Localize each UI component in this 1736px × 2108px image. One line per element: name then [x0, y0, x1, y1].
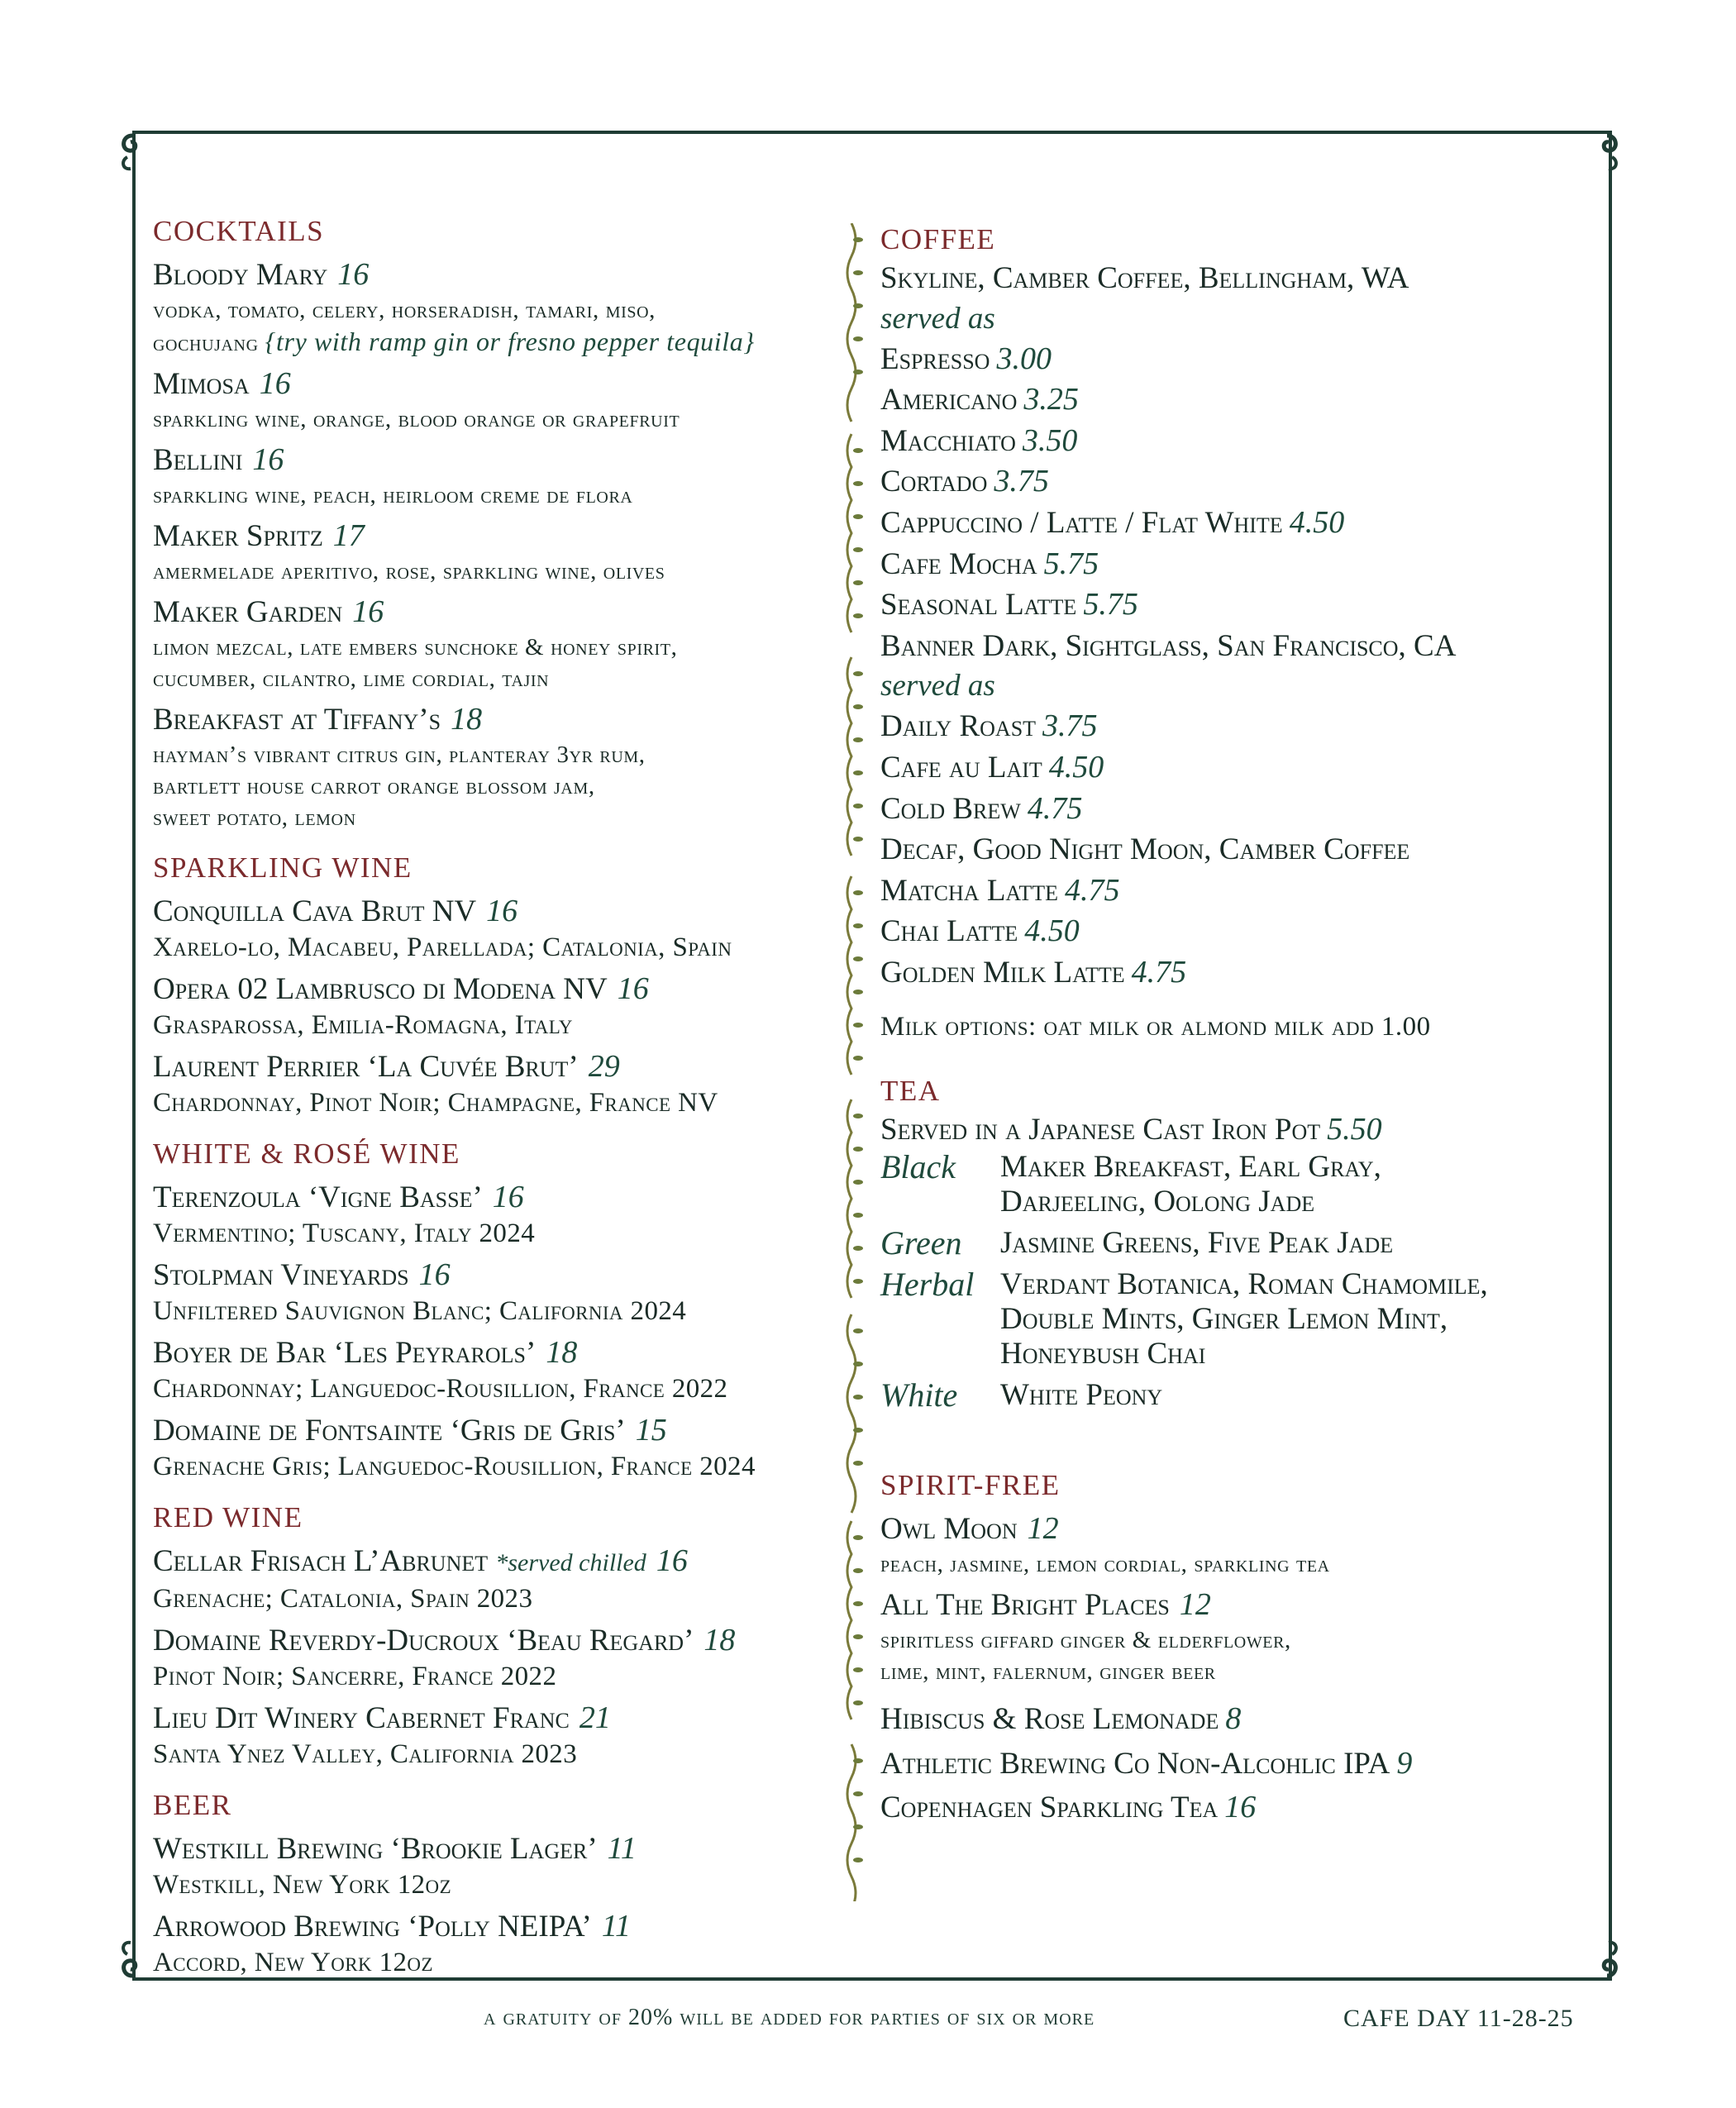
item-name: Maker Spritz: [153, 519, 323, 553]
item-note: {try with ramp gin or fresno pepper tequila}: [265, 327, 755, 356]
vine-stem: [847, 434, 851, 632]
menu-item: [153, 970, 839, 1042]
menu-item: [153, 441, 839, 511]
vine-leaf: [853, 1114, 863, 1118]
vine-leaf: [853, 1758, 863, 1763]
item-description: sparkling wine, peach, heirloom creme de flora: [153, 482, 633, 508]
item-detail: Santa Ynez Valley, California 2023: [153, 1739, 578, 1769]
item-price: 16: [337, 257, 370, 292]
menu-item: [880, 1586, 1591, 1687]
section-title-white-rose-wine: WHITE & ROSÉ WINE: [153, 1137, 460, 1170]
menu-item: [880, 706, 1591, 747]
menu-item: [880, 379, 1591, 421]
menu-item: [880, 461, 1591, 503]
item-price: 3.50: [1022, 422, 1078, 458]
served-as-label: served as: [880, 301, 995, 336]
vine-stem: [847, 1744, 856, 1901]
vine-stem: [847, 223, 856, 422]
item-price: 16: [252, 442, 284, 477]
menu-item: [880, 421, 1591, 462]
item-price: 11: [607, 1831, 637, 1866]
vine-stem: [847, 1521, 851, 1719]
right-column: [880, 222, 1591, 1829]
vine-stem: [847, 657, 851, 856]
menu-item: [153, 365, 839, 435]
vine-divider: [835, 223, 868, 1901]
item-description: lime, mint, falernum, ginger beer: [880, 1658, 1216, 1686]
tea-varieties: Verdant Botanica, Roman Chamomile,: [1000, 1267, 1488, 1302]
menu-item: [880, 870, 1591, 912]
item-name: Golden Milk Latte: [880, 955, 1125, 990]
item-detail: Chardonnay, Pinot Noir; Champagne, France NV: [153, 1088, 718, 1118]
item-description: peach, jasmine, lemon cordial, sparkling tea: [880, 1551, 1330, 1578]
item-price: 16: [418, 1257, 451, 1292]
item-price: 4.50: [1024, 913, 1080, 949]
item-name: Laurent Perrier ‘La Cuvée Brut’: [153, 1050, 579, 1084]
item-name: Copenhagen Sparkling Tea: [880, 1791, 1219, 1825]
item-description: gochujang: [153, 330, 259, 356]
vine-leaf: [853, 1213, 863, 1218]
item-description: amermelade aperitivo, rose, sparkling wine, olives: [153, 558, 665, 584]
item-name: Bloody Mary: [153, 258, 328, 292]
menu-item: [153, 1411, 839, 1483]
left-column: [153, 213, 839, 1979]
item-price: 4.75: [1064, 872, 1120, 908]
vine-stem: [847, 1099, 851, 1298]
item-name: Cold Brew: [880, 791, 1021, 826]
vine-leaf: [853, 1328, 863, 1333]
item-price: 9: [1396, 1745, 1413, 1781]
item-price: 4.75: [1131, 954, 1187, 990]
item-name: Maker Garden: [153, 595, 343, 629]
tea-type: Green: [880, 1224, 962, 1262]
vine-leaf: [853, 1023, 863, 1028]
item-name: Arrowood Brewing ‘Polly NEIPA’: [153, 1910, 592, 1943]
menu-item: [153, 255, 839, 359]
tea-row: [880, 1150, 1591, 1219]
item-price: 16: [486, 894, 518, 928]
coffee-origin: Banner Dark, Sightglass, San Francisco, CA: [880, 628, 1457, 663]
item-name: Opera 02 Lambrusco di Modena NV: [153, 972, 608, 1006]
item-price: 3.25: [1023, 382, 1079, 417]
tea-served-text: Served in a Japanese Cast Iron Pot: [880, 1112, 1321, 1147]
vine-leaf: [853, 956, 863, 961]
menu-item: [880, 747, 1591, 789]
vine-leaf: [853, 547, 863, 552]
item-price: 16: [352, 594, 384, 629]
vine-leaf: [853, 448, 863, 453]
menu-item: [880, 911, 1591, 952]
vine-stem: [847, 876, 851, 1075]
item-description: cucumber, cilantro, lime cordial, tajin: [153, 665, 550, 692]
vine-leaf: [853, 1056, 863, 1061]
menu-item: [153, 1621, 839, 1693]
vine-stem: [847, 1314, 856, 1513]
corner-flourish-top-right: [1571, 124, 1624, 177]
vine-leaf: [853, 1535, 863, 1540]
menu-date: CAFE DAY 11-28-25: [1343, 2005, 1574, 2032]
item-name: Cappuccino / Latte / Flat White: [880, 505, 1283, 540]
menu-item: [153, 1333, 839, 1405]
vine-leaf: [853, 1147, 863, 1152]
vine-leaf: [853, 737, 863, 742]
item-description: vodka, tomato, celery, horseradish, tamari, miso,: [153, 297, 656, 323]
item-name: Terenzoula ‘Vigne Basse’: [153, 1180, 483, 1214]
item-name: Seasonal Latte: [880, 588, 1077, 622]
menu-item: [880, 339, 1591, 380]
menu-item: [153, 1829, 839, 1901]
tea-type: Black: [880, 1148, 956, 1186]
item-price: 17: [332, 518, 365, 553]
tea-row: [880, 1267, 1591, 1371]
item-description: sparkling wine, orange, blood orange or grapefruit: [153, 406, 680, 432]
section-title-beer: BEER: [153, 1789, 232, 1821]
item-name: Daily Roast: [880, 709, 1037, 744]
item-price: 21: [579, 1700, 611, 1735]
item-price: 11: [601, 1909, 632, 1943]
section-title-sparkling-wine: SPARKLING WINE: [153, 851, 413, 884]
vine-leaf: [853, 923, 863, 928]
vine-leaf: [853, 270, 863, 275]
corner-flourish-top-left: [116, 124, 169, 177]
item-detail: Westkill, New York 12oz: [153, 1870, 452, 1900]
menu-item: [880, 1699, 1591, 1740]
vine-leaf: [853, 671, 863, 676]
item-price: 4.50: [1289, 504, 1345, 540]
item-detail: Accord, New York 12oz: [153, 1948, 433, 1977]
menu-item: [880, 952, 1591, 994]
vine-leaf: [853, 704, 863, 709]
vine-leaf: [853, 1858, 863, 1862]
vine-leaf: [853, 1667, 863, 1672]
menu-item: [153, 593, 839, 694]
item-name: Cortado: [880, 465, 988, 499]
section-title-coffee: COFFEE: [880, 223, 996, 255]
vine-leaf: [853, 1428, 863, 1433]
menu-item: [153, 1047, 839, 1119]
vine-leaf: [853, 514, 863, 519]
vine-leaf: [853, 1395, 863, 1400]
item-name: Domaine Reverdy-Ducroux ‘Beau Regard’: [153, 1624, 694, 1657]
vine-leaf: [853, 804, 863, 808]
vine-leaf: [853, 336, 863, 341]
item-price: 29: [588, 1049, 620, 1084]
item-price: 18: [451, 702, 483, 737]
vine-leaf: [853, 1824, 863, 1829]
item-name: Hibiscus & Rose Lemonade: [880, 1702, 1219, 1737]
item-description: limon mezcal, late embers sunchoke & honey spirit,: [153, 634, 678, 661]
menu-item: [880, 1743, 1591, 1785]
vine-leaf: [853, 1362, 863, 1366]
item-name: Cafe au Lait: [880, 750, 1042, 785]
item-name: Cellar Frisach L’Abrunet: [153, 1544, 489, 1578]
item-name: Stolpman Vineyards: [153, 1258, 409, 1292]
item-price: 3.00: [996, 341, 1052, 376]
section-title-red-wine: RED WINE: [153, 1501, 303, 1533]
item-price: 12: [1179, 1587, 1211, 1623]
item-name: Macchiato: [880, 423, 1016, 458]
vine-leaf: [853, 1279, 863, 1284]
menu-item: [153, 892, 839, 964]
item-price: 3.75: [1042, 708, 1098, 744]
tea-varieties: Jasmine Greens, Five Peak Jade: [1000, 1226, 1394, 1261]
item-name: Westkill Brewing ‘Brookie Lager’: [153, 1832, 598, 1866]
vine-leaf: [853, 770, 863, 775]
item-name: Mimosa: [153, 367, 250, 401]
section-title-tea: TEA: [880, 1074, 941, 1107]
milk-options: Milk options: oat milk or almond milk add 1.00: [880, 1011, 1431, 1042]
served-as-label: served as: [880, 669, 995, 703]
item-detail: Grasparossa, Emilia-Romagna, Italy: [153, 1010, 573, 1040]
item-name: Matcha Latte: [880, 873, 1058, 908]
item-detail: Xarelo-lo, Macabeu, Parellada; Catalonia, Spain: [153, 932, 732, 962]
item-price: 16: [1224, 1790, 1257, 1825]
vine-leaf: [853, 990, 863, 994]
menu-item: [153, 517, 839, 587]
item-price: 8: [1225, 1701, 1242, 1737]
item-detail: Unfiltered Sauvignon Blanc; California 2024: [153, 1296, 687, 1326]
menu-item: [880, 1787, 1591, 1829]
item-description: spiritless giffard ginger & elderflower,: [880, 1627, 1291, 1654]
vine-leaf: [853, 1601, 863, 1606]
section-title-cocktails: COCKTAILS: [153, 215, 325, 247]
item-name: Bellini: [153, 443, 243, 477]
item-detail: Grenache; Catalonia, Spain 2023: [153, 1584, 533, 1614]
item-price: 4.50: [1048, 749, 1104, 785]
item-name: Athletic Brewing Co Non-Alcohlic IPA: [880, 1746, 1390, 1781]
item-price: 4.75: [1027, 790, 1083, 826]
menu-item: [880, 503, 1591, 544]
item-detail: Chardonnay; Languedoc-Rousillion, France 2022: [153, 1374, 728, 1404]
tea-price: 5.50: [1327, 1111, 1382, 1147]
tea-varieties: Honeybush Chai: [1000, 1337, 1206, 1371]
menu-item: [153, 1907, 839, 1979]
vine-leaf: [853, 1246, 863, 1251]
vine-leaf: [853, 1180, 863, 1185]
vine-leaf: [853, 890, 863, 895]
vine-leaf: [853, 303, 863, 308]
menu-item: [153, 1699, 839, 1771]
item-price: 18: [703, 1623, 736, 1657]
menu-item: [880, 789, 1591, 830]
item-name: All The Bright Places: [880, 1588, 1170, 1623]
vine-leaf: [853, 1634, 863, 1639]
item-price: 12: [1027, 1511, 1059, 1547]
vine-leaf: [853, 837, 863, 842]
item-price: 15: [635, 1413, 667, 1447]
item-name: Boyer de Bar ‘Les Peyrarols’: [153, 1336, 537, 1370]
item-name: Cafe Mocha: [880, 546, 1037, 581]
corner-flourish-bottom-right: [1571, 1934, 1624, 1987]
gratuity-notice: a gratuity of 20% will be added for parties of six or more: [484, 2005, 1095, 2030]
item-price: 16: [259, 366, 291, 401]
item-price: 5.75: [1043, 546, 1099, 581]
tea-varieties: White Peony: [1000, 1378, 1163, 1413]
tea-varieties: Maker Breakfast, Earl Gray,: [1000, 1150, 1381, 1185]
vine-leaf: [853, 481, 863, 486]
menu-item: [153, 1178, 839, 1250]
coffee-origin: Skyline, Camber Coffee, Bellingham, WA: [880, 261, 1409, 295]
item-price: 16: [656, 1543, 688, 1578]
vine-leaf: [853, 1461, 863, 1466]
item-price: 3.75: [994, 464, 1049, 499]
tea-varieties: Double Mints, Ginger Lemon Mint,: [1000, 1302, 1448, 1337]
menu-item: [153, 1542, 839, 1615]
item-note: *served chilled: [495, 1549, 646, 1576]
item-detail: Vermentino; Tuscany, Italy 2024: [153, 1219, 536, 1248]
item-name: Lieu Dit Winery Cabernet Franc: [153, 1701, 570, 1735]
decaf-line: Decaf, Good Night Moon, Camber Coffee: [880, 832, 1410, 867]
item-price: 18: [546, 1335, 578, 1370]
menu-item: [153, 1256, 839, 1328]
vine-leaf: [853, 1700, 863, 1705]
item-price: 16: [492, 1180, 524, 1214]
item-description: bartlett house carrot orange blossom jam,: [153, 773, 595, 799]
section-title-spirit-free: SPIRIT-FREE: [880, 1469, 1061, 1502]
item-price: 16: [617, 971, 649, 1006]
menu-item: [153, 700, 839, 833]
vine-leaf: [853, 613, 863, 618]
vine-leaf: [853, 237, 863, 242]
menu-item: [880, 584, 1591, 626]
item-price: 5.75: [1083, 587, 1138, 622]
item-description: sweet potato, lemon: [153, 804, 356, 831]
item-detail: Pinot Noir; Sancerre, France 2022: [153, 1662, 557, 1691]
vine-leaf: [853, 1568, 863, 1573]
tea-row: [880, 1378, 1591, 1413]
vine-leaf: [853, 1791, 863, 1796]
item-name: Conquilla Cava Brut NV: [153, 894, 477, 928]
item-name: Breakfast at Tiffany’s: [153, 703, 441, 737]
tea-type: Herbal: [880, 1266, 975, 1304]
tea-type: White: [880, 1376, 958, 1414]
vine-leaf: [853, 580, 863, 585]
item-name: Espresso: [880, 341, 990, 376]
tea-served-line: [880, 1109, 1591, 1151]
tea-varieties: Darjeeling, Oolong Jade: [1000, 1185, 1315, 1219]
item-detail: Grenache Gris; Languedoc-Rousillion, France 2024: [153, 1452, 756, 1481]
item-name: Domaine de Fontsainte ‘Gris de Gris’: [153, 1414, 626, 1447]
item-name: Owl Moon: [880, 1512, 1018, 1547]
menu-item: [880, 544, 1591, 585]
tea-row: [880, 1226, 1591, 1261]
item-name: Americano: [880, 383, 1018, 417]
item-description: hayman’s vibrant citrus gin, planteray 3yr rum,: [153, 742, 646, 768]
vine-leaf: [853, 370, 863, 374]
menu-item: [880, 1509, 1591, 1580]
item-name: Chai Latte: [880, 914, 1018, 949]
